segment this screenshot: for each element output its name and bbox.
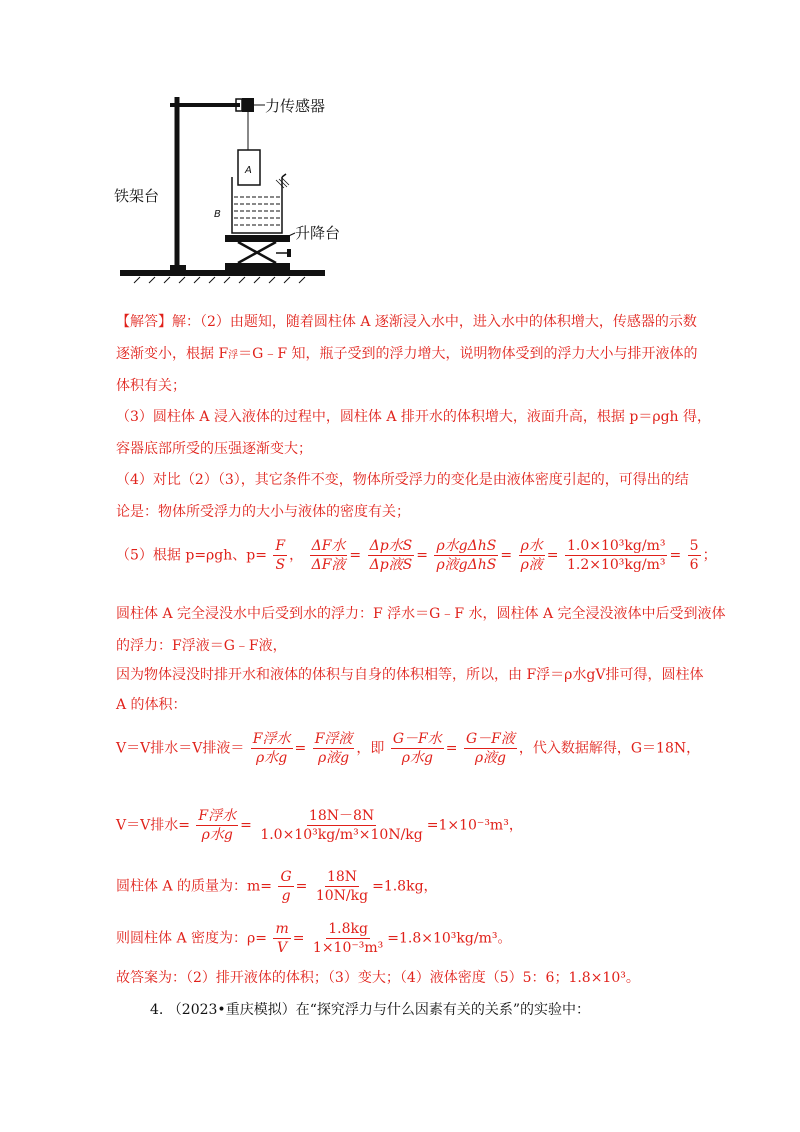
solution-p2-line1: （3）圆柱体 A 浸入液体的过程中，圆柱体 A 排开水的体积增大，液面升高，根据 p＝ρgh 得， <box>116 409 711 425</box>
solution-p3-line2: 论是：物体所受浮力的大小与液体的密度有关； <box>116 504 410 520</box>
solution-p4-formula: （5）根据 p=ρgh、p= $\frac{F}{S}$ ， $\frac{\text{ΔF水}}{\text{ΔF液}}$ = $\frac{\text{Δp水S}}{\text{Δp液S}}$ = $\frac{\text{ρ水gΔhS}}{\text{ρ液gΔhS}}$ = $\frac{\text{ρ水}}{\text{ρ液}}$ = $\frac{\text{1.0×10³kg/m³}}{\text{1.2×10³kg/m³}}$ = $\frac{5}{6}$ ； <box>116 538 717 573</box>
label-lift: 升降台 <box>295 224 341 242</box>
next-question: 4. （2023•重庆模拟）在“探究浮力与什么因素有关的关系”的实验中： <box>150 1002 591 1018</box>
solution-p10-formula: 则圆柱体 A 密度为：ρ= $\frac{m}{V}$ = $\frac{1.8kg}{\text{1×10⁻³m³}}$ =1.8×10³kg/m³。 <box>116 921 512 956</box>
solution-p6-line1: 因为物体浸没时排开水和液体的体积与自身的体积相等，所以，由 F浮＝ρ水gV排可得，圆柱体 <box>116 667 704 683</box>
solution-p2-line2: 容器底部所受的压强逐渐变大； <box>116 441 312 457</box>
answer-line: 故答案为：（2）排开液体的体积；（3）变大；（4）液体密度（5）5：6；1.8×10³。 <box>116 970 640 986</box>
lift-bottom <box>225 263 290 270</box>
solution-p3-line1: （4）对比（2）（3），其它条件不变，物体所受浮力的变化是由液体密度引起的，可得出的结 <box>116 472 689 488</box>
lift-top <box>225 235 290 242</box>
solution-p1-line1: 【解答】解：（2）由题知，随着圆柱体 A 逐渐浸入水中，进入水中的体积增大，传感器的示数 <box>116 314 697 330</box>
solution-p1-line2: 逐渐变小，根据 F浮＝G﹣F 知，瓶子受到的浮力增大，说明物体受到的浮力大小与排开液体的 <box>116 346 698 362</box>
apparatus-figure <box>110 85 370 285</box>
label-stand: 铁架台 <box>114 187 160 205</box>
lift-scissor <box>238 242 276 263</box>
solution-p6-line2: A 的体积： <box>116 697 187 713</box>
label-a: A <box>245 165 252 176</box>
label-sensor: 力传感器 <box>265 97 326 115</box>
solution-p9-formula: 圆柱体 A 的质量为：m= $\frac{G}{g}$ = $\frac{18N}{10N/kg}$ =1.8kg， <box>116 869 438 904</box>
solution-p8-formula: V＝V排水= $\frac{\text{F浮水}}{\text{ρ水g}}$ = $\frac{18N-8N}{\text{1.0×10³kg/m³×10N/kg}}$ =1×10⁻³m³， <box>116 808 523 843</box>
solution-p1-line3: 体积有关； <box>116 378 186 394</box>
solution-p7-formula: V＝V排水＝V排液＝ $\frac{\text{F浮水}}{\text{ρ水g}}$ = $\frac{\text{F浮液}}{\text{ρ液g}}$ ，即 $\frac{\text{G－F水}}{\text{ρ水g}}$ = $\frac{\text{G－F液}}{\text{ρ液g}}$ ，代入数据解得，G＝18N， <box>116 731 701 766</box>
label-b: B <box>214 209 221 220</box>
solution-p5-line2: 的浮力：F浮液＝G﹣F液， <box>116 638 287 654</box>
solution-p5-line1: 圆柱体 A 完全浸没水中后受到水的浮力：F 浮水＝G﹣F 水，圆柱体 A 完全浸没液体中后受到液体 <box>116 606 726 622</box>
force-sensor <box>242 98 254 112</box>
